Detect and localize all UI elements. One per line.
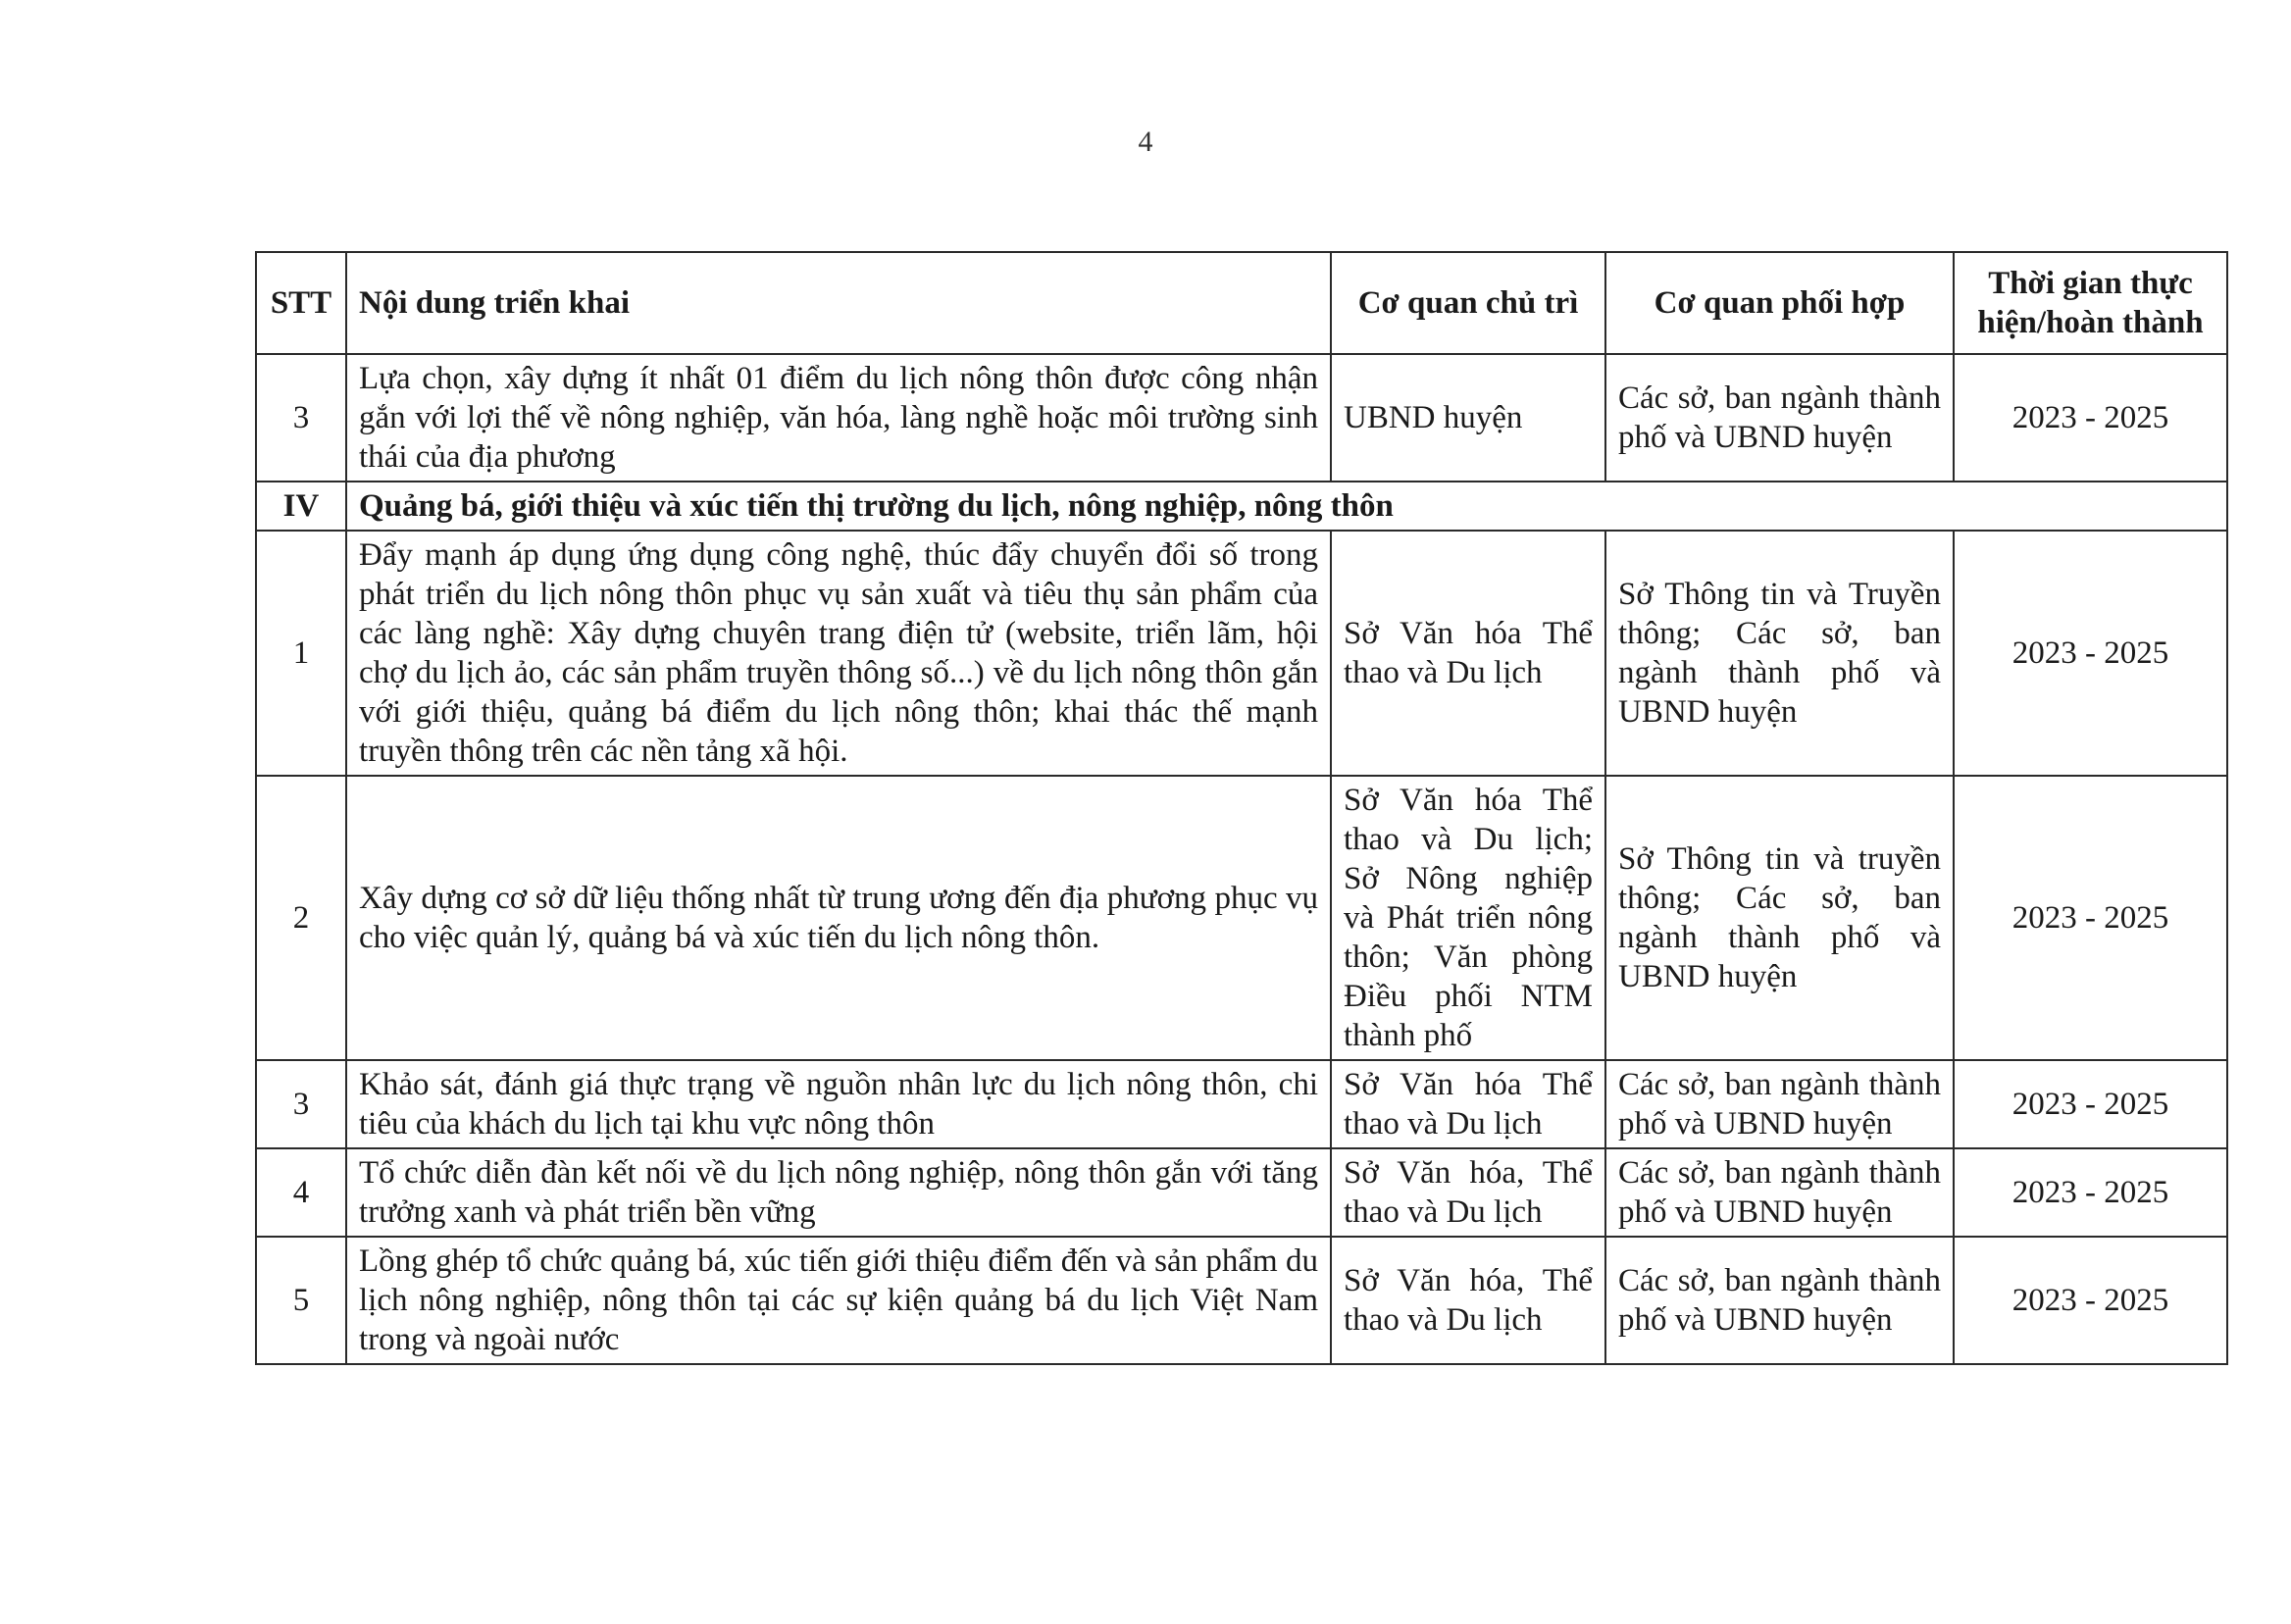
row-stt: 5 (256, 1237, 346, 1364)
section-stt: IV (256, 482, 346, 531)
row-partner-agency: Sở Thông tin và truyền thông; Các sở, ban ngành thành phố và UBND huyện (1605, 776, 1954, 1060)
page-number: 4 (1138, 126, 1153, 158)
row-content: Khảo sát, đánh giá thực trạng về nguồn nhân lực du lịch nông thôn, chi tiêu của khách du lịch tại khu vực nông thôn (346, 1060, 1331, 1148)
row-time: 2023 - 2025 (1954, 1237, 2227, 1364)
row-time: 2023 - 2025 (1954, 1148, 2227, 1237)
table-row (256, 531, 2227, 776)
table-row (256, 1148, 2227, 1237)
row-lead-agency: UBND huyện (1331, 354, 1605, 482)
row-lead-agency: Sở Văn hóa, Thể thao và Du lịch (1331, 1237, 1605, 1364)
row-stt: 1 (256, 531, 346, 776)
table-row (256, 1060, 2227, 1148)
row-stt: 4 (256, 1148, 346, 1237)
row-stt: 2 (256, 776, 346, 1060)
row-partner-agency: Các sở, ban ngành thành phố và UBND huyện (1605, 1148, 1954, 1237)
section-title: Quảng bá, giới thiệu và xúc tiến thị trường du lịch, nông nghiệp, nông thôn (346, 482, 2227, 531)
row-partner-agency: Sở Thông tin và Truyền thông; Các sở, ban ngành thành phố và UBND huyện (1605, 531, 1954, 776)
header-stt: STT (256, 252, 346, 354)
row-time: 2023 - 2025 (1954, 354, 2227, 482)
row-partner-agency: Các sở, ban ngành thành phố và UBND huyện (1605, 354, 1954, 482)
row-content: Tổ chức diễn đàn kết nối về du lịch nông nghiệp, nông thôn gắn với tăng trưởng xanh và phát triển bền vững (346, 1148, 1331, 1237)
header-time: Thời gian thực hiện/hoàn thành (1954, 252, 2227, 354)
implementation-table (255, 251, 2228, 1365)
row-lead-agency: Sở Văn hóa Thể thao và Du lịch (1331, 1060, 1605, 1148)
row-content: Xây dựng cơ sở dữ liệu thống nhất từ trung ương đến địa phương phục vụ cho việc quản lý, quảng bá và xúc tiến du lịch nông thôn. (346, 776, 1331, 1060)
row-content: Lồng ghép tổ chức quảng bá, xúc tiến giới thiệu điểm đến và sản phẩm du lịch nông nghiệp, nông thôn tại các sự kiện quảng bá du lịch Việt Nam trong và ngoài nước (346, 1237, 1331, 1364)
row-lead-agency: Sở Văn hóa Thể thao và Du lịch (1331, 531, 1605, 776)
row-stt: 3 (256, 354, 346, 482)
row-lead-agency: Sở Văn hóa Thể thao và Du lịch; Sở Nông nghiệp và Phát triển nông thôn; Văn phòng Điều phối NTM thành phố (1331, 776, 1605, 1060)
row-content: Lựa chọn, xây dựng ít nhất 01 điểm du lịch nông thôn được công nhận gắn với lợi thế về nông nghiệp, văn hóa, làng nghề hoặc môi trường sinh thái của địa phương (346, 354, 1331, 482)
section-row (256, 482, 2227, 531)
header-partner-agency: Cơ quan phối hợp (1605, 252, 1954, 354)
row-partner-agency: Các sở, ban ngành thành phố và UBND huyện (1605, 1060, 1954, 1148)
row-partner-agency: Các sở, ban ngành thành phố và UBND huyện (1605, 1237, 1954, 1364)
table-header-row (256, 252, 2227, 354)
row-time: 2023 - 2025 (1954, 1060, 2227, 1148)
row-stt: 3 (256, 1060, 346, 1148)
table-row (256, 354, 2227, 482)
header-lead-agency: Cơ quan chủ trì (1331, 252, 1605, 354)
row-time: 2023 - 2025 (1954, 776, 2227, 1060)
row-lead-agency: Sở Văn hóa, Thể thao và Du lịch (1331, 1148, 1605, 1237)
table-row (256, 776, 2227, 1060)
table-row (256, 1237, 2227, 1364)
header-content: Nội dung triển khai (346, 252, 1331, 354)
row-content: Đẩy mạnh áp dụng ứng dụng công nghệ, thúc đẩy chuyển đổi số trong phát triển du lịch nông thôn phục vụ sản xuất và tiêu thụ sản phẩm của các làng nghề: Xây dựng chuyên trang điện tử (website, triển lãm, hội chợ du lịch ảo, các sản phẩm truyền thông số...) về du lịch nông thôn gắn với giới thiệu, quảng bá điểm du lịch nông thôn; khai thác thế mạnh truyền thông trên các nền tảng xã hội. (346, 531, 1331, 776)
row-time: 2023 - 2025 (1954, 531, 2227, 776)
